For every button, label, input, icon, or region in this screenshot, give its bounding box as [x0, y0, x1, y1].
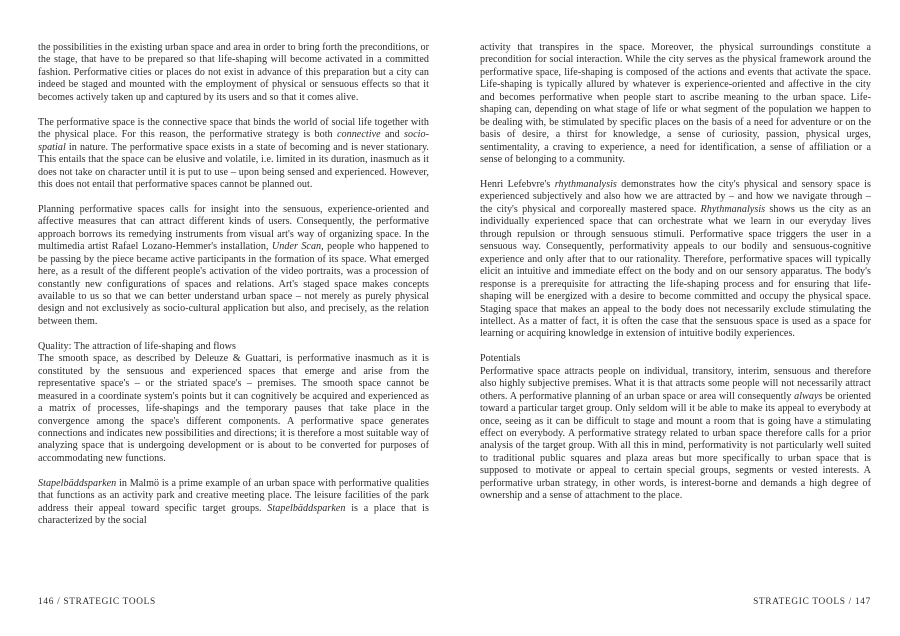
- left-page-text-column: [38, 42, 429, 540]
- paragraph: [38, 478, 429, 528]
- italic-text-run: connective: [336, 129, 381, 141]
- text-run: activity that transpires in the space. Moreover, the physical surroundings constitute a precondition for social interaction. While the city serves as the physical framework around the performative space, life-shaping is composed of the actions and events that activate the space. Life-shaping is typically allured by whatever is experience-oriented and affective in the city and becomes performative when people start to ascribe meaning to the urban space. Life-shaping can, depending on what stage of life or what segment of the population we happen to be dealing with, be stimulated by specific places on the basis of a need for adventure or on the basis of desire, a thirst for knowledge, a sense of curiosity, passion, physical urges, sentimentality, a craving to experience, a need for identification, a sense of affiliation or a sense of belonging to a community.: [480, 42, 871, 166]
- section-heading: [480, 353, 871, 365]
- text-run: be oriented toward a particular target group. Only seldom will it be able to make its appeal to everybody at once, seeing as it can be difficult to stage and mount a room that is going have a stimulating effect on everybody. A performative strategy related to urban space therefore calls for a prior analysis of the target group. With all this in mind, performativity is not particularly well suited to traditional public squares and plaza areas but more specifically to urban space that is supposed to motivate or appeal to certain special groups, segments or vested interests. A performative urban strategy, in other words, is interest-borne and demands a high degree of ownership and a sense of attachment to the place.: [480, 390, 871, 502]
- italic-text-run: Stapelbäddsparken: [38, 477, 117, 489]
- italic-text-run: Under Scan: [271, 241, 322, 253]
- text-run: shows us the city as an individually experienced space that can orchestrate what we learn in our everyday lives through repulsion or through sensuous stimuli. Performative space triggers the user in a sensuous way. Consequently, performativity appeals to our bodily and sensuous-cognitive experience and only after that to our rationality. Therefore, performative spaces will typically elicit an intuitive and immediate effect on the body and on our sensory apparatus. The body's response is a prerequisite for attracting the life-shaping process and for ensuring that life-shaping will be energized with a desire to become committed and occupy the physical space. Staging space that makes an appeal to the body does not necessarily exclude stimulating the intellect. As a matter of fact, it is often the case that the sensuous space is used as a space for learning or acquiring knowledge in extension of intuitive bodily experiences.: [480, 203, 871, 340]
- section-heading: [38, 341, 429, 353]
- paragraph: [480, 42, 871, 167]
- italic-text-run: rhythmanalysis: [554, 178, 617, 190]
- text-run: is a place that is characterized by the social: [38, 502, 429, 527]
- right-page-footer: STRATEGIC TOOLS / 147: [753, 597, 871, 607]
- text-run: Henri Lefebvre's: [480, 178, 555, 190]
- text-run: in Malmö is a prime example of an urban space with performative qualities that functions as an activity park and creative meeting place. The leisure facilities of the park address their appeal toward specific target groups.: [38, 477, 429, 514]
- text-run: The performative space is the connective space that binds the world of social life together with the physical place. For this reason, the performative strategy is both: [38, 116, 429, 141]
- text-run: Performative space attracts people on individual, transitory, interim, sensuous and therefore also highly subjective premises. What it is that attracts some people will not necessarily attract others. A performative planning of an urban space or area will consequently: [480, 365, 871, 402]
- text-run: , people who happened to be passing by the piece became active participants in the formation of its space. What emerged here, as a result of the different people's activation of the video portraits, was a procession of constantly new configurations of spaces and relations. Art's staged space makes concepts available to us so that we can better understand urban space – not merely as purely physical design and not exclusively as socio-cultural application but also, and precisely, as the relation between them.: [38, 241, 429, 327]
- text-run: and: [380, 129, 405, 141]
- italic-text-run: Rhythmanalysis: [700, 203, 766, 215]
- text-run: The smooth space, as described by Deleuze & Guattari, is performative inasmuch as it is constituted by the sensuous and experienced spaces that emerge and arise from the representative space's – or the striated space's – premises. The smooth space cannot be measured in a coordinate system's points but it can cognitively be acquired and experienced as a matrix of processes, life-shapings and the temporary pauses that take place in the convergence among the space's different components. A performative space generates connections and indicates new possibilities and directions; it is therefore a most suitable way of analyzing space that is undergoing development or is about to be converted for purposes of accommodating new functions.: [38, 353, 429, 464]
- text-run: in nature. The performative space exists in a state of becoming and is never stationary. This entails that the space can be elusive and volatile, i.e. limited in its duration, inasmuch as it does not take on character until it is put to use – upon being sensed and experienced. However, this does not entail that performative spaces cannot be planned out.: [38, 141, 429, 190]
- right-page-text-column: [480, 42, 871, 515]
- paragraph: [480, 179, 871, 341]
- text-run: Potentials: [480, 353, 521, 365]
- text-run: Planning performative spaces calls for insight into the sensuous, experience-oriented and affective measures that can attract different kinds of users. Consequently, the performative approach borrows its remedying instruments from visual art's way of organizing space. In the multimedia artist Rafael Lozano-Hemmer's installation,: [38, 203, 429, 253]
- italic-text-run: Stapelbäddsparken: [267, 502, 346, 514]
- text-run: Quality: The attraction of life-shaping and flows: [38, 340, 236, 352]
- italic-text-run: socio-spatial: [38, 129, 429, 153]
- paragraph: [38, 353, 429, 465]
- italic-text-run: always: [794, 390, 823, 402]
- text-run: demonstrates how the city's physical and sensory space is experienced subjectively and also how we are attracted by – and how we navigate through – the city's physical and corporeally mastered space.: [480, 178, 871, 215]
- left-page-footer: 146 / STRATEGIC TOOLS: [38, 597, 156, 607]
- paragraph: [480, 366, 871, 503]
- paragraph: [38, 204, 429, 329]
- text-run: the possibilities in the existing urban space and area in order to bring forth the preconditions, or the stage, that have to be prepared so that life-shaping will become activated in a committed fashion. Performative cities or places do not exist in advance of this preparation but a city can indeed be staged and mounted with the employment of physical or sensuous effects so that it becomes actively taken up and captured by its users and so that it comes alive.: [38, 42, 429, 103]
- paragraph: [38, 117, 429, 192]
- paragraph: [38, 42, 429, 104]
